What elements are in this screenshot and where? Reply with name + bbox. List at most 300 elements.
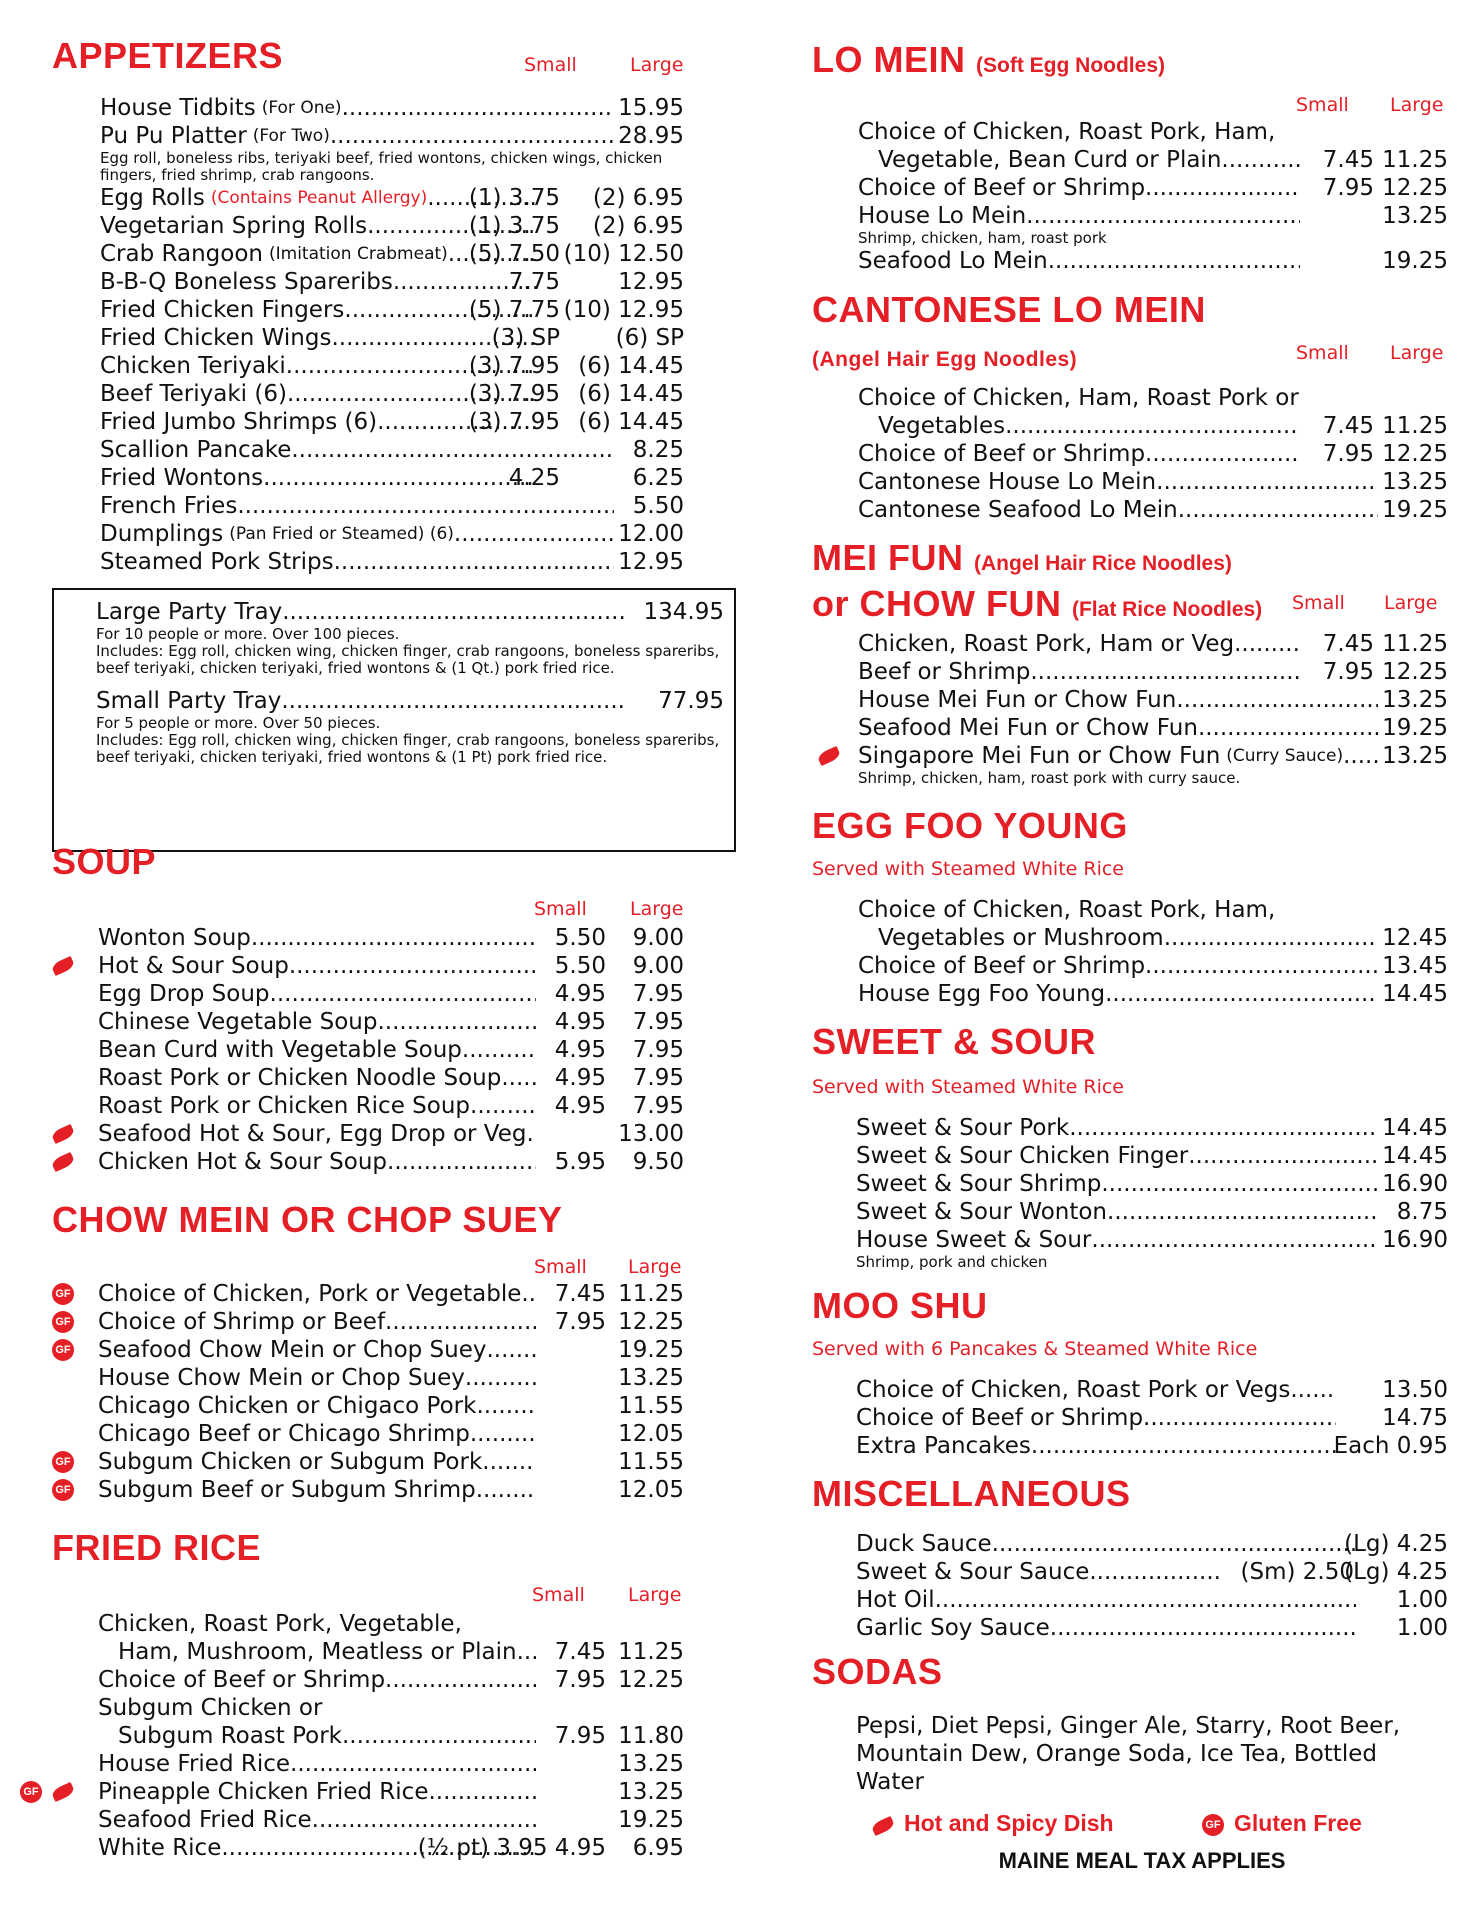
item-price-small: 4.95 [554,1065,606,1091]
dot-leader [1164,924,1378,952]
dot-leader [501,1064,536,1092]
item-price: 12.45 [1382,925,1448,951]
dot-leader [342,1722,536,1750]
cantonese-section [812,289,1448,523]
item-name-text: Choice of Beef or Shrimp [856,1405,1144,1431]
title-text: or CHOW FUN [812,583,1062,624]
pepper-icon [50,1152,75,1172]
dot-leader [334,548,614,576]
friedrice-section [23,1527,684,1861]
item-name: Choice of Chicken, Ham, Roast Pork or [858,385,1299,411]
item-name-text: Choice of Beef or Shrimp [858,175,1146,201]
item-price-small: (5) 7.50 [468,241,560,267]
item-price-large: 12.25 [618,1309,684,1335]
item-name-text: Choice of Chicken, Pork or Vegetable [98,1281,522,1307]
item-price: 8.25 [632,437,684,463]
item-price-large: (6) 14.45 [578,381,684,407]
item-name [858,630,1300,658]
list-item [856,1170,1448,1198]
item-price: 28.95 [618,123,684,149]
item-name [98,924,536,952]
list-item [98,1750,684,1778]
item-name [856,1404,1336,1432]
dot-leader [1145,952,1378,980]
dot-leader [470,1092,536,1120]
item-name-text: House Lo Mein [858,203,1027,229]
tray-description: For 5 people or more. Over 50 pieces. [96,714,381,732]
list-item [98,980,684,1008]
item-price-large: 12.95 [618,269,684,295]
item-name-text: Sweet & Sour Sauce [856,1559,1090,1585]
item-price-small: 7.95 [1322,441,1374,467]
item-price-small: 5.50 [554,953,606,979]
item-price-large: 19.25 [1382,248,1448,274]
list-item [100,436,684,464]
item-name [858,202,1300,230]
small-header: Small [534,898,587,920]
list-item [858,146,1448,174]
mooshu-list [856,1376,1448,1460]
item-name-text: House Tidbits [100,95,256,121]
list-item [98,1806,684,1834]
section-title [812,40,1448,86]
section-title: MISCELLANEOUS [812,1473,1131,1514]
list-item [98,952,684,980]
large-header: Large [628,1584,682,1606]
item-name-text: Choice of Beef or Shrimp [858,441,1146,467]
list-item [55,1448,684,1476]
item-name-text: French Fries [100,493,238,519]
item-name-text: Sweet & Sour Shrimp [856,1171,1102,1197]
item-name-text: Pu Pu Platter [100,123,247,149]
dot-leader [1069,1114,1378,1142]
legend-gf: Gluten Free [1234,1810,1362,1836]
item-price-small: (Sm) 2.50 [1240,1559,1354,1585]
item-price-large: 13.25 [618,1751,684,1777]
list-item [100,324,684,352]
item-name-text: Subgum Chicken or Subgum Pork [98,1449,483,1475]
item-name-text: Choice of Beef or Shrimp [98,1667,386,1693]
list-item [858,980,1448,1008]
dot-leader [1089,1558,1220,1586]
title-text: LO MEIN [812,39,966,80]
list-item [55,1308,684,1336]
item-price: 14.45 [1382,1115,1448,1141]
item-name-text: Chicago Beef or Chicago Shrimp [98,1421,470,1447]
section-title: SWEET & SOUR [812,1021,1097,1062]
small-header: Small [1296,342,1349,364]
item-name [100,122,614,150]
eggfoo-list [858,896,1448,1008]
item-name [98,1336,536,1364]
item-price-small: 7.95 [554,1309,606,1335]
item-name-text: Seafood Mei Fun or Chow Fun [858,715,1198,741]
item-name-text: Chicken, Roast Pork, Ham or Veg [858,631,1235,657]
tray-includes: Includes: Egg roll, chicken wing, chicken finger, crab rangoons, boneless spareribs, beef teriyaki, chicken teriyaki, fried wontons & (1 Qt.) pork fried rice. [96,642,720,677]
item-name [98,1666,536,1694]
item-name [98,1750,536,1778]
item-name-text: Beef or Shrimp [858,659,1031,685]
dot-leader [342,94,614,122]
item-price: 16.90 [1382,1171,1448,1197]
item-price-large: 7.95 [632,1009,684,1035]
dot-leader [385,1666,536,1694]
appetizers-list [100,94,684,576]
item-name [856,1376,1336,1404]
item-name [98,1092,536,1120]
item-name-text: Roast Pork or Chicken Rice Soup [98,1093,471,1119]
item-name [858,247,1300,275]
item-price-small: (1) 3.75 [468,185,560,211]
dot-leader [1290,1376,1336,1404]
list-item [98,1666,684,1694]
item-price-large: (2) 6.95 [592,213,684,239]
list-item [100,212,684,240]
list-item [858,440,1448,468]
item-name [98,1364,536,1392]
item-price-small: 5.95 [554,1149,606,1175]
item-name-text: Roast Pork or Chicken Noodle Soup [98,1065,502,1091]
meifun-list [858,630,1448,787]
item-price-small: 4.95 [554,981,606,1007]
list-item [100,240,684,268]
list-item [858,714,1448,742]
small-header: Small [534,1256,587,1278]
item-name-text: Subgum Roast Pork [118,1723,342,1749]
dot-leader [534,1120,536,1148]
item-price-large: (6) 14.45 [578,409,684,435]
list-item [100,492,684,520]
dot-leader [330,122,614,150]
item-name [98,1806,536,1834]
section-subtitle: (Angel Hair Egg Noodles) [812,348,1078,371]
list-item [100,268,684,296]
item-name-text: Fried Chicken Fingers [100,297,345,323]
item-name [858,952,1378,980]
item-price-small: (5) 7.75 [468,297,560,323]
item-name [98,1148,536,1176]
soup-list [98,924,684,1176]
item-name-text: Egg Rolls [100,185,205,211]
item-price-large: 9.50 [632,1149,684,1175]
item-name-text: House Egg Foo Young [858,981,1106,1007]
item-price-small: 7.45 [1322,147,1374,173]
item-name-text: Bean Curd with Vegetable Soup [98,1037,462,1063]
large-header: Large [1390,342,1444,364]
list-item [858,742,1448,770]
item-name-text: Seafood Chow Mein or Chop Suey [98,1337,487,1363]
dot-leader [470,1420,536,1448]
dot-leader [291,436,614,464]
item-price-small: 7.45 [554,1639,606,1665]
item-price-large: 11.25 [618,1639,684,1665]
item-name-text: Sweet & Sour Wonton [856,1199,1108,1225]
title-sub: (Flat Rice Noodles) [1071,598,1263,621]
item-name [98,1280,536,1308]
item-name-text: Vegetable, Bean Curd or Plain [878,147,1222,173]
item-name-text: Fried Jumbo Shrimps (6) [100,409,378,435]
item-name-text: Fried Chicken Wings [100,325,332,351]
item-price-small: 7.95 [554,1723,606,1749]
chowmein-section [52,1199,684,1503]
item-price-small: 4.95 [554,1009,606,1035]
dot-leader [476,1476,536,1504]
item-price-large: (Lg) 4.25 [1344,1559,1448,1585]
eggfoo-section [812,805,1448,1007]
list-item [858,384,1448,412]
section-note: Served with Steamed White Rice [812,1076,1124,1098]
list-item [98,1092,684,1120]
item-name-text: Choice of Beef or Shrimp [858,953,1146,979]
item-name [858,496,1378,524]
item-name [98,1008,536,1036]
dot-leader [476,1392,536,1420]
item-name [118,1722,536,1750]
item-price-large: 13.25 [618,1779,684,1805]
list-item [858,468,1448,496]
item-name [858,742,1378,770]
list-item [856,1614,1448,1642]
list-item [98,1834,684,1862]
list-item [100,122,684,150]
item-name [98,1420,536,1448]
item-price-small: 7.75 [508,269,560,295]
dot-leader [1048,247,1300,275]
dot-leader [1026,202,1300,230]
list-item [856,1226,1448,1254]
small-header: Small [524,54,577,76]
item-price-large: 6.25 [632,465,684,491]
item-price-large: 11.25 [618,1281,684,1307]
legend-hot: Hot and Spicy Dish [904,1810,1114,1836]
item-name-text: Fried Wontons [100,465,264,491]
item-name-text: Scallion Pancake [100,437,292,463]
tray-title-row [96,598,724,626]
item-price-small: 7.95 [1322,175,1374,201]
list-item [856,1404,1448,1432]
list-item [856,1586,1448,1614]
section-title: MOO SHU [812,1285,988,1326]
list-item [858,952,1448,980]
tray-name-line [96,687,624,715]
item-name-text: Choice of Chicken, Roast Pork or Vegs [856,1377,1291,1403]
item-name [856,1614,1356,1642]
item-price: 12.00 [618,521,684,547]
item-description: Shrimp, chicken, ham, roast pork with curry sauce. [858,769,1241,787]
item-name [100,268,536,296]
list-item [100,464,684,492]
dot-leader [312,1806,536,1834]
section-title: CHOW MEIN OR CHOP SUEY [52,1199,563,1240]
item-price-small: 7.95 [554,1667,606,1693]
list-item [858,896,1448,924]
item-name [98,1120,536,1148]
item-name-text: Sweet & Sour Chicken Finger [856,1143,1189,1169]
gluten-free-icon: GF [52,1339,74,1361]
item-name-text: House Chow Mein or Chop Suey [98,1365,465,1391]
list-item [856,1198,1448,1226]
sweetsour-section [812,1021,1448,1271]
section-note: Served with 6 Pancakes & Steamed White Rice [812,1338,1258,1360]
section-title: SODAS [812,1651,943,1692]
dot-leader [1091,1226,1378,1254]
dot-leader [482,1448,536,1476]
list-item [856,1558,1448,1586]
misc-section [812,1473,1448,1641]
pepper-icon [50,1782,75,1802]
list-item [858,686,1448,714]
item-qualifier: (Imitation Crabmeat) [269,244,448,264]
item-price-small: (3) 7.95 [468,381,560,407]
item-price-large: 12.05 [618,1421,684,1447]
item-price: 5.50 [632,493,684,519]
item-price-large: 7.95 [632,1093,684,1119]
item-price: 13.25 [1382,687,1448,713]
item-name-text: Beef Teriyaki (6) [100,381,287,407]
item-name [100,324,536,352]
large-header: Large [1384,592,1438,614]
item-name-text: Chicken Teriyaki [100,353,286,379]
dot-leader [281,687,624,715]
dot-leader [1221,146,1300,174]
item-name [858,714,1378,742]
item-price-small: 4.95 [554,1093,606,1119]
dot-leader [385,1308,536,1336]
item-price-small: 7.45 [1322,631,1374,657]
list-item [100,408,684,436]
item-name-text: House Sweet & Sour [856,1227,1092,1253]
item-name-text: Singapore Mei Fun or Chow Fun [858,743,1221,769]
item-name [856,1432,1336,1460]
dot-leader [1105,980,1378,1008]
item-name-text: Choice of Shrimp or Beef [98,1309,386,1335]
item-name [100,520,614,548]
list-item [98,1392,684,1420]
item-price-large: (6) 14.45 [578,353,684,379]
friedrice-list [23,1610,684,1862]
dot-leader [270,980,536,1008]
dot-leader [1050,1614,1356,1642]
pepper-icon [50,956,75,976]
dot-leader [992,1530,1356,1558]
dot-leader [517,1638,536,1666]
item-name [858,468,1378,496]
item-price: 13.50 [1382,1377,1448,1403]
item-name [856,1114,1378,1142]
list-item [100,94,684,122]
gluten-free-icon: GF [52,1451,74,1473]
item-name-text: Egg Drop Soup [98,981,270,1007]
item-name-text: Vegetarian Spring Rolls [100,213,368,239]
dot-leader [521,1280,536,1308]
dot-leader [1031,1432,1336,1460]
list-item [100,520,684,548]
item-price-large: 13.00 [618,1121,684,1147]
item-name [858,658,1300,686]
item-price-large: 11.25 [1382,413,1448,439]
dot-leader [1145,440,1300,468]
item-price-large: 9.00 [632,953,684,979]
item-name-text: Cantonese House Lo Mein [858,469,1157,495]
large-header: Large [630,54,684,76]
list-item [98,924,684,952]
item-price-large: 12.05 [618,1477,684,1503]
item-price-large: 19.25 [618,1337,684,1363]
appetizers-section [52,35,684,575]
item-price: 19.25 [1382,715,1448,741]
section-title: CANTONESE LO MEIN [812,289,1206,330]
item-name-text: Pineapple Chicken Fried Rice [98,1779,429,1805]
item-name-text: Seafood Lo Mein [858,248,1048,274]
large-header: Large [1390,94,1444,116]
item-price: 13.45 [1382,953,1448,979]
item-name [858,686,1378,714]
item-name-text: White Rice [98,1835,222,1861]
list-item [856,1530,1448,1558]
list-item [858,202,1448,230]
item-price-large: 11.25 [1382,147,1448,173]
item-name: Chicken, Roast Pork, Vegetable, [98,1611,462,1637]
item-name [858,174,1300,202]
list-item [98,1610,684,1638]
small-header: Small [532,1584,585,1606]
item-name [98,1448,536,1476]
list-item [98,1364,684,1392]
item-name-text: Seafood Fried Rice [98,1807,312,1833]
section-title [812,538,1448,584]
item-price-large: 11.25 [1382,631,1448,657]
lomein-section [812,39,1448,274]
dot-leader [1030,658,1300,686]
dot-leader [1198,714,1378,742]
item-name [878,924,1378,952]
list-item [55,1476,684,1504]
dot-leader [487,1336,537,1364]
list-item [98,1638,684,1666]
item-name [856,1226,1378,1254]
item-price: (Lg) 4.25 [1344,1531,1448,1557]
party-tray [96,598,724,677]
item-qualifier: (For Two) [252,126,330,146]
item-description: Egg roll, boneless ribs, teriyaki beef, fried wontons, chicken wings, chicken fingers, fried shrimp, crab rangoons. [100,149,663,184]
tray-name: Small Party Tray [96,688,282,714]
pepper-icon [870,1816,895,1836]
gluten-free-icon: GF [52,1283,74,1305]
item-name [118,1638,536,1666]
chowmein-list [55,1280,684,1504]
item-name: Choice of Chicken, Roast Pork, Ham, [858,897,1276,923]
misc-list [856,1530,1448,1642]
item-name: Subgum Chicken or [98,1695,323,1721]
dot-leader [1107,1198,1378,1226]
item-price-small: 7.45 [554,1281,606,1307]
title-sub: (Soft Egg Noodles) [976,54,1165,77]
item-price-large: 12.25 [1382,441,1448,467]
party-trays-box [52,588,736,852]
dot-leader [387,1148,536,1176]
item-name-text: Steamed Pork Strips [100,549,334,575]
item-price-large: 11.55 [618,1393,684,1419]
item-name [856,1586,1356,1614]
pepper-icon [816,746,841,766]
list-item [858,924,1448,952]
item-price: 14.75 [1382,1405,1448,1431]
section-title: FRIED RICE [52,1527,262,1568]
item-price: 16.90 [1382,1227,1448,1253]
dot-leader [1188,1142,1378,1170]
item-name-text: Crab Rangoon [100,241,263,267]
item-price: 1.00 [1396,1587,1448,1613]
